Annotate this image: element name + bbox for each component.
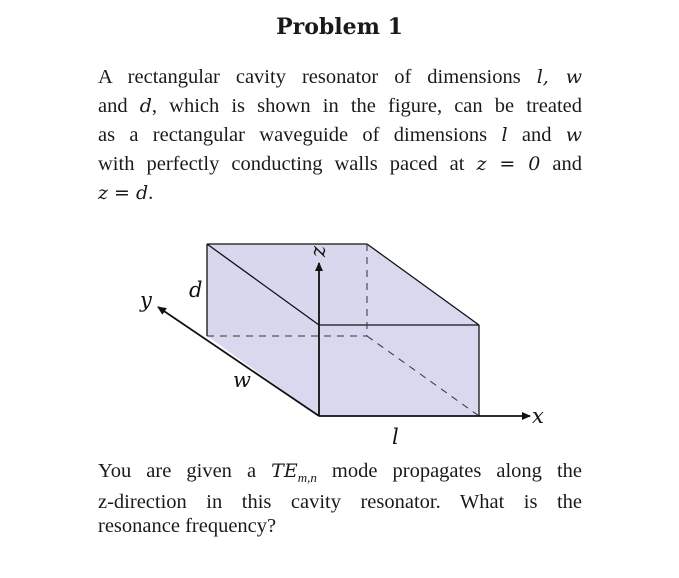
statement-line-3: as a rectangular waveguide of dimensions l and w xyxy=(98,124,583,146)
question-line-1: You are given a $TE_{m,n}$ mode propagates along the xyxy=(98,460,583,486)
question-line-3: resonance frequency? xyxy=(98,515,277,538)
label-w: w xyxy=(233,368,251,392)
statement-line-1: A rectangular cavity resonator of dimensions l, w xyxy=(98,66,582,88)
label-d: d xyxy=(189,278,203,302)
label-l: l xyxy=(392,425,399,449)
box-back-face xyxy=(207,244,367,336)
statement-line-5: z = d. xyxy=(98,182,154,204)
label-z: z xyxy=(309,246,333,258)
question xyxy=(98,459,582,538)
box-front-face xyxy=(319,325,479,416)
problem-title: Problem 1 xyxy=(276,14,403,40)
statement-line-4: with perfectly conducting walls paced at z = 0 and xyxy=(98,153,582,175)
label-y: y xyxy=(140,288,152,312)
label-x: x xyxy=(532,404,544,428)
statement-line-2: and d, which is shown in the figure, can be treated xyxy=(98,95,583,117)
question-line-2: z-direction in this cavity resonator. What is the xyxy=(98,491,582,514)
